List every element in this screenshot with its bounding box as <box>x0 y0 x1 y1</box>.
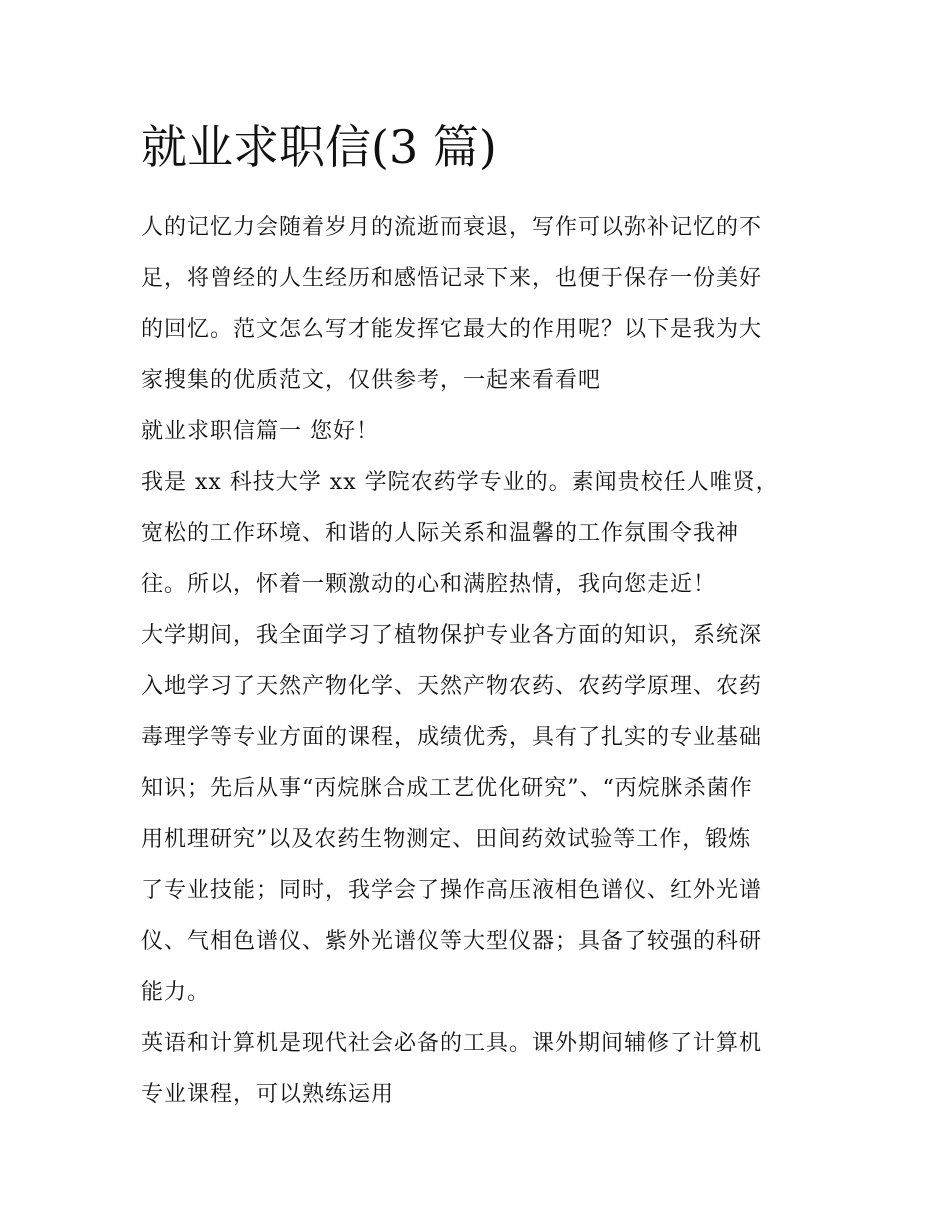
text-line: 我是 xx 科技大学 xx 学院农药学专业的。素闻贵校任人唯贤， <box>141 470 779 495</box>
text-line: 了专业技能；同时，我学会了操作高压液相色谱仪、红外光谱 <box>141 878 763 903</box>
self-intro-paragraph <box>141 457 816 610</box>
text-line: 专业课程，可以熟练运用 <box>141 1082 395 1107</box>
text-line: 家搜集的优质范文，仅供参考，一起来看看吧 <box>141 368 602 393</box>
text-line: 宽松的工作环境、和谐的人际关系和温馨的工作氛围令我神 <box>141 521 740 546</box>
text-line: 能力。 <box>141 980 211 1005</box>
skills-paragraph <box>141 1018 816 1120</box>
document-title: 就业求职信(3 篇) <box>141 120 497 174</box>
text-line: 用机理研究”以及农药生物测定、田间药效试验等工作，锻炼 <box>141 827 752 852</box>
text-line: 足，将曾经的人生经历和感悟记录下来，也便于保存一份美好 <box>141 266 763 291</box>
text-line: 知识；先后从事“丙烷脒合成工艺优化研究”、“丙烷脒杀菌作 <box>141 776 753 801</box>
text-line: 往。所以，怀着一颗激动的心和满腔热情，我向您走近！ <box>141 572 717 597</box>
text-line: 的回忆。范文怎么写才能发挥它最大的作用呢？以下是我为大 <box>141 317 763 342</box>
letter-heading-paragraph <box>141 406 816 457</box>
text-line: 人的记忆力会随着岁月的流逝而衰退，写作可以弥补记忆的不 <box>141 215 763 240</box>
intro-paragraph <box>141 202 816 406</box>
text-line: 毒理学等专业方面的课程，成绩优秀，具有了扎实的专业基础 <box>141 725 763 750</box>
education-paragraph <box>141 610 816 1018</box>
text-line: 入地学习了天然产物化学、天然产物农药、农药学原理、农药 <box>141 674 763 699</box>
text-line: 仪、气相色谱仪、紫外光谱仪等大型仪器；具备了较强的科研 <box>141 929 763 954</box>
text-line: 就业求职信篇一 您好！ <box>141 419 379 444</box>
text-line: 大学期间，我全面学习了植物保护专业各方面的知识，系统深 <box>141 623 763 648</box>
text-line: 英语和计算机是现代社会必备的工具。课外期间辅修了计算机 <box>141 1031 763 1056</box>
document-content <box>141 116 816 1120</box>
